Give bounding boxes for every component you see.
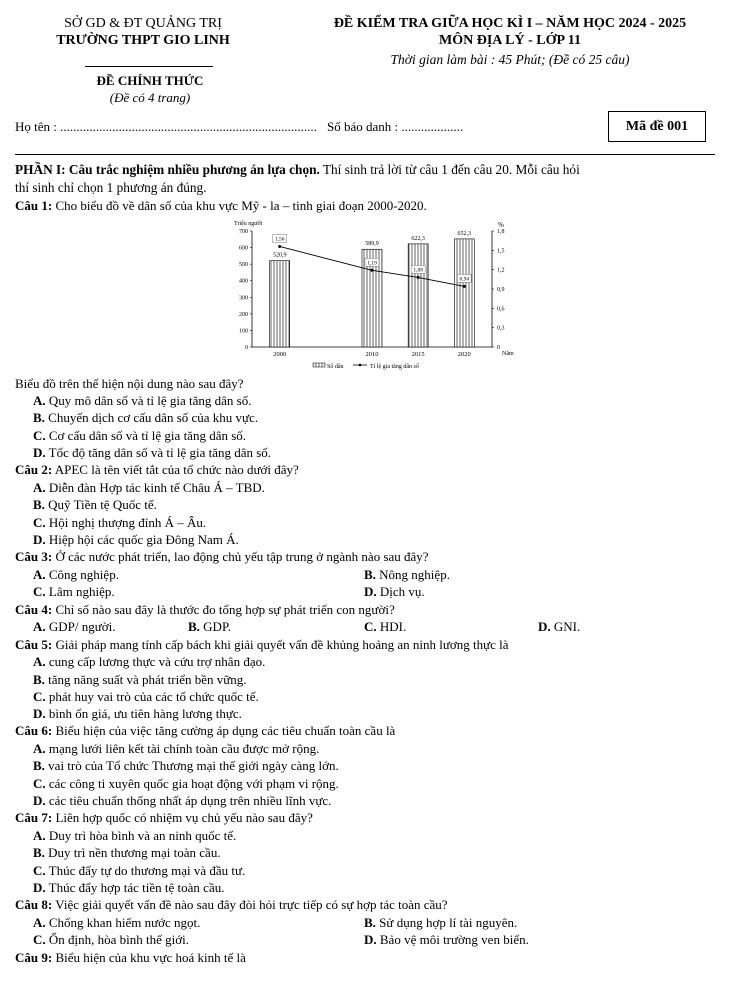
question-8 (15, 897, 448, 913)
exam-title: ĐỀ KIỂM TRA GIỮA HỌC KÌ I – NĂM HỌC 2024 - 2025 (333, 16, 687, 31)
growth-rate-point (463, 285, 466, 288)
q7-option-a[interactable] (33, 828, 236, 844)
option-text: Tốc độ tăng dân số và tỉ lệ gia tăng dân số. (45, 445, 272, 460)
option-text: Hội nghị thượng đỉnh Á – Âu. (45, 515, 207, 530)
q5-option-d[interactable] (33, 706, 242, 722)
question-number: Câu 2: (15, 462, 53, 477)
option-text: Chống khan hiếm nước ngọt. (45, 915, 201, 930)
option-letter: D. (33, 532, 46, 547)
question-number: Câu 3: (15, 549, 53, 564)
option-text: Nông nghiệp. (375, 567, 450, 582)
option-letter: A. (33, 654, 46, 669)
section-title-line2: thí sinh chỉ chọn 1 phương án đúng. (15, 180, 207, 195)
option-text: GDP/ người. (45, 619, 116, 634)
option-letter: D. (364, 584, 377, 599)
right-axis-unit-label: % (498, 221, 504, 229)
question-5 (15, 637, 509, 653)
option-letter: B. (188, 619, 200, 634)
q7-option-d[interactable] (33, 880, 224, 896)
legend-bar-swatch (313, 363, 325, 367)
growth-rate-label: 0,94 (459, 276, 470, 283)
x-axis-tick-label: 2010 (365, 351, 379, 358)
option-text: Diễn đàn Hợp tác kinh tế Châu Á – TBD. (45, 480, 265, 495)
question-number: Câu 8: (15, 897, 53, 912)
option-text: Bảo vệ môi trường ven biển. (376, 932, 529, 947)
q4-option-a[interactable] (33, 619, 116, 635)
question-text: Biểu hiện của việc tăng cường áp dụng các tiêu chuẩn toàn cầu là (52, 723, 396, 738)
right-axis-tick-label: 0,6 (497, 306, 505, 313)
right-axis-tick-label: 1,5 (497, 248, 505, 255)
population-bar-label: 622,3 (411, 235, 425, 242)
left-axis-tick-label: 100 (239, 328, 248, 335)
q1-option-b[interactable] (33, 410, 258, 426)
option-text: Ổn định, hòa bình thế giới. (45, 932, 190, 947)
growth-rate-point (278, 245, 281, 248)
left-axis-tick-label: 0 (245, 345, 248, 351)
population-bar (408, 244, 428, 347)
option-text: vai trò của Tổ chức Thương mại thế giới ngày càng lớn. (44, 758, 339, 773)
q6-option-c[interactable] (33, 776, 339, 792)
option-letter: A. (33, 393, 46, 408)
q3-option-c[interactable] (33, 584, 115, 600)
question-number: Câu 1: (15, 198, 53, 213)
option-letter: A. (33, 741, 46, 756)
option-text: Duy trì hòa bình và an ninh quốc tế. (45, 828, 237, 843)
option-text: Quỹ Tiền tệ Quốc tế. (44, 497, 157, 512)
population-bar-label: 589,9 (365, 241, 379, 248)
option-letter: B. (33, 758, 45, 773)
option-letter: A. (33, 480, 46, 495)
left-axis-tick-label: 600 (239, 245, 248, 252)
question-text: Chỉ số nào sau đây là thước đo tổng hợp sự phát triển con người? (52, 602, 395, 617)
population-bar-label: 520,9 (272, 252, 287, 259)
option-text: Hiệp hội các quốc gia Đông Nam Á. (45, 532, 239, 547)
q4-option-d[interactable] (538, 619, 580, 635)
question-number: Câu 6: (15, 723, 53, 738)
population-chart (222, 217, 542, 377)
option-letter: C. (33, 428, 46, 443)
population-bar (454, 239, 474, 347)
exam-duration: Thời gian làm bài : 45 Phút; (Đề có 25 câu) (390, 52, 630, 67)
legend-bar-label: Số dân (327, 364, 344, 370)
q2-option-b[interactable] (33, 497, 157, 513)
q1-option-c[interactable] (33, 428, 246, 444)
question-number: Câu 4: (15, 602, 53, 617)
q5-option-c[interactable] (33, 689, 259, 705)
left-axis-tick-label: 500 (239, 262, 248, 269)
growth-rate-point (371, 269, 374, 272)
q6-option-a[interactable] (33, 741, 319, 757)
growth-rate-label: 1,08 (413, 267, 423, 274)
option-letter: D. (33, 445, 46, 460)
option-letter: B. (33, 410, 45, 425)
option-letter: A. (33, 619, 46, 634)
option-text: Chuyển dịch cơ cấu dân số của khu vực. (44, 410, 259, 425)
option-letter: C. (33, 584, 46, 599)
left-axis-tick-label: 200 (239, 311, 248, 318)
left-axis-unit-label: Triệu người (234, 221, 263, 227)
option-text: các công ti xuyên quốc gia hoạt động với phạm vi rộng. (45, 776, 339, 791)
q2-option-d[interactable] (33, 532, 239, 548)
x-axis-tick-label: 2015 (411, 351, 425, 358)
option-letter: C. (33, 932, 46, 947)
q2-option-a[interactable] (33, 480, 265, 496)
option-text: phát huy vai trò của các tổ chức quốc tế. (45, 689, 259, 704)
option-text: Lâm nghiệp. (45, 584, 115, 599)
option-letter: A. (33, 915, 46, 930)
student-id-field[interactable]: Số báo danh : ................... (327, 119, 464, 134)
question-2 (15, 462, 299, 478)
option-letter: C. (33, 515, 46, 530)
question-number: Câu 7: (15, 810, 53, 825)
q4-option-c[interactable] (364, 619, 406, 635)
option-text: GNI. (550, 619, 581, 634)
header-rule-left (85, 66, 213, 67)
student-name-field[interactable]: Họ tên : ............................................................................... (15, 119, 317, 134)
official-label: ĐỀ CHÍNH THỨC (96, 73, 204, 88)
subject-title: MÔN ĐỊA LÝ - LỚP 11 (439, 33, 581, 48)
question-6 (15, 723, 395, 739)
option-letter: D. (364, 932, 377, 947)
question-number: Câu 5: (15, 637, 53, 652)
option-text: GDP. (199, 619, 231, 634)
option-letter: D. (33, 880, 46, 895)
q8-option-b[interactable] (364, 915, 517, 931)
q6-option-d[interactable] (33, 793, 331, 809)
question-number: Câu 9: (15, 950, 53, 965)
option-letter: B. (364, 915, 376, 930)
q1-option-a[interactable] (33, 393, 251, 409)
question-text: Việc giải quyết vấn đề nào sau đây đòi hỏi trực tiếp có sự hợp tác toàn cầu? (52, 897, 448, 912)
legend-line-marker (359, 364, 362, 367)
option-text: mạng lưới liên kết tài chính toàn cầu được mở rộng. (45, 741, 320, 756)
option-letter: C. (33, 776, 46, 791)
q4-option-b[interactable] (188, 619, 231, 635)
question-text: Ở các nước phát triển, lao động chủ yếu tập trung ở ngành nào sau đây? (52, 549, 429, 564)
option-text: tăng năng suất và phát triển bền vững. (44, 672, 247, 687)
option-letter: D. (33, 706, 46, 721)
q6-option-b[interactable] (33, 758, 339, 774)
option-text: Thúc đẩy hợp tác tiền tệ toàn cầu. (45, 880, 225, 895)
option-text: Công nghiệp. (45, 567, 119, 582)
option-letter: C. (33, 689, 46, 704)
question-9 (15, 950, 246, 966)
growth-rate-point (417, 276, 420, 279)
question-4 (15, 602, 395, 618)
option-text: cung cấp lương thực và cứu trợ nhân đạo. (45, 654, 266, 669)
option-letter: B. (364, 567, 376, 582)
x-axis-tick-label: 2000 (273, 351, 287, 358)
question-1 (15, 198, 427, 214)
population-bar (270, 261, 290, 347)
q7-option-b[interactable] (33, 845, 221, 861)
option-text: Thúc đẩy tự do thương mại và đầu tư. (45, 863, 246, 878)
q8-option-a[interactable] (33, 915, 200, 931)
left-axis-tick-label: 300 (239, 295, 248, 302)
legend-line-label: Tỉ lệ gia tăng dân số (370, 364, 419, 370)
right-axis-tick-label: 0,3 (497, 325, 505, 332)
option-letter: A. (33, 828, 46, 843)
growth-rate-label: 1,19 (367, 260, 377, 267)
section-divider (15, 154, 715, 155)
q3-option-b[interactable] (364, 567, 450, 583)
question-1-prompt: Biểu đồ trên thể hiện nội dung nào sau đây? (15, 376, 244, 391)
q8-option-d[interactable] (364, 932, 529, 948)
option-text: Sử dụng hợp lí tài nguyên. (375, 915, 518, 930)
q8-option-c[interactable] (33, 932, 189, 948)
section-title (15, 162, 580, 178)
q3-option-a[interactable] (33, 567, 119, 583)
right-axis-tick-label: 1,2 (497, 267, 505, 274)
option-letter: C. (33, 863, 46, 878)
x-axis-tick-label: 2020 (457, 351, 471, 358)
option-text: bình ổn giá, ưu tiên hàng lương thực. (45, 706, 242, 721)
option-letter: A. (33, 567, 46, 582)
right-axis-tick-label: 0 (497, 345, 500, 351)
option-letter: C. (364, 619, 377, 634)
left-axis-tick-label: 400 (239, 278, 248, 285)
option-text: HDI. (376, 619, 407, 634)
right-axis-tick-label: 1,8 (497, 229, 505, 235)
option-letter: B. (33, 497, 45, 512)
section-title-rest: Thí sinh trả lời từ câu 1 đến câu 20. Mỗi câu hỏi (319, 162, 580, 177)
growth-rate-label: 1,56 (274, 236, 285, 243)
q2-option-c[interactable] (33, 515, 206, 531)
q1-option-d[interactable] (33, 445, 271, 461)
option-text: Dịch vụ. (376, 584, 425, 599)
question-text: Giải pháp mang tính cấp bách khi giải quyết vấn đề khủng hoảng an ninh lương thực là (52, 637, 509, 652)
option-letter: D. (33, 793, 46, 808)
right-axis-tick-label: 0,9 (497, 287, 505, 293)
q7-option-c[interactable] (33, 863, 245, 879)
question-text: APEC là tên viết tắt của tổ chức nào dưới đây? (52, 462, 299, 477)
option-text: Quy mô dân số và tỉ lệ gia tăng dân số. (45, 393, 252, 408)
option-letter: B. (33, 845, 45, 860)
question-3 (15, 549, 429, 565)
option-text: Cơ cấu dân số và tỉ lệ gia tăng dân số. (45, 428, 247, 443)
population-bar-label: 652,3 (457, 230, 472, 237)
question-7 (15, 810, 313, 826)
x-axis-unit-label: Năm (502, 351, 514, 357)
question-text: Cho biểu đồ về dân số của khu vực Mỹ - la – tinh giai đoạn 2000-2020. (52, 198, 427, 213)
section-title-bold: PHẦN I: Câu trắc nghiệm nhiều phương án lựa chọn. (15, 162, 320, 177)
department-name: SỞ GD & ĐT QUẢNG TRỊ (64, 16, 222, 31)
option-text: các tiêu chuẩn thống nhất áp dụng trên nhiều lĩnh vực. (45, 793, 332, 808)
q3-option-d[interactable] (364, 584, 425, 600)
exam-code-box: Mã đề 001 (608, 111, 706, 142)
q5-option-b[interactable] (33, 672, 247, 688)
school-name: TRƯỜNG THPT GIO LINH (56, 33, 230, 48)
option-text: Duy trì nền thương mại toàn cầu. (44, 845, 221, 860)
question-text: Biểu hiện của khu vực hoá kinh tế là (52, 950, 246, 965)
option-letter: D. (538, 619, 551, 634)
q5-option-a[interactable] (33, 654, 265, 670)
question-text: Liên hợp quốc có nhiệm vụ chủ yếu nào sau đây? (52, 810, 313, 825)
option-letter: B. (33, 672, 45, 687)
left-axis-tick-label: 700 (239, 229, 248, 235)
page-count: (Đề có 4 trang) (109, 90, 191, 105)
